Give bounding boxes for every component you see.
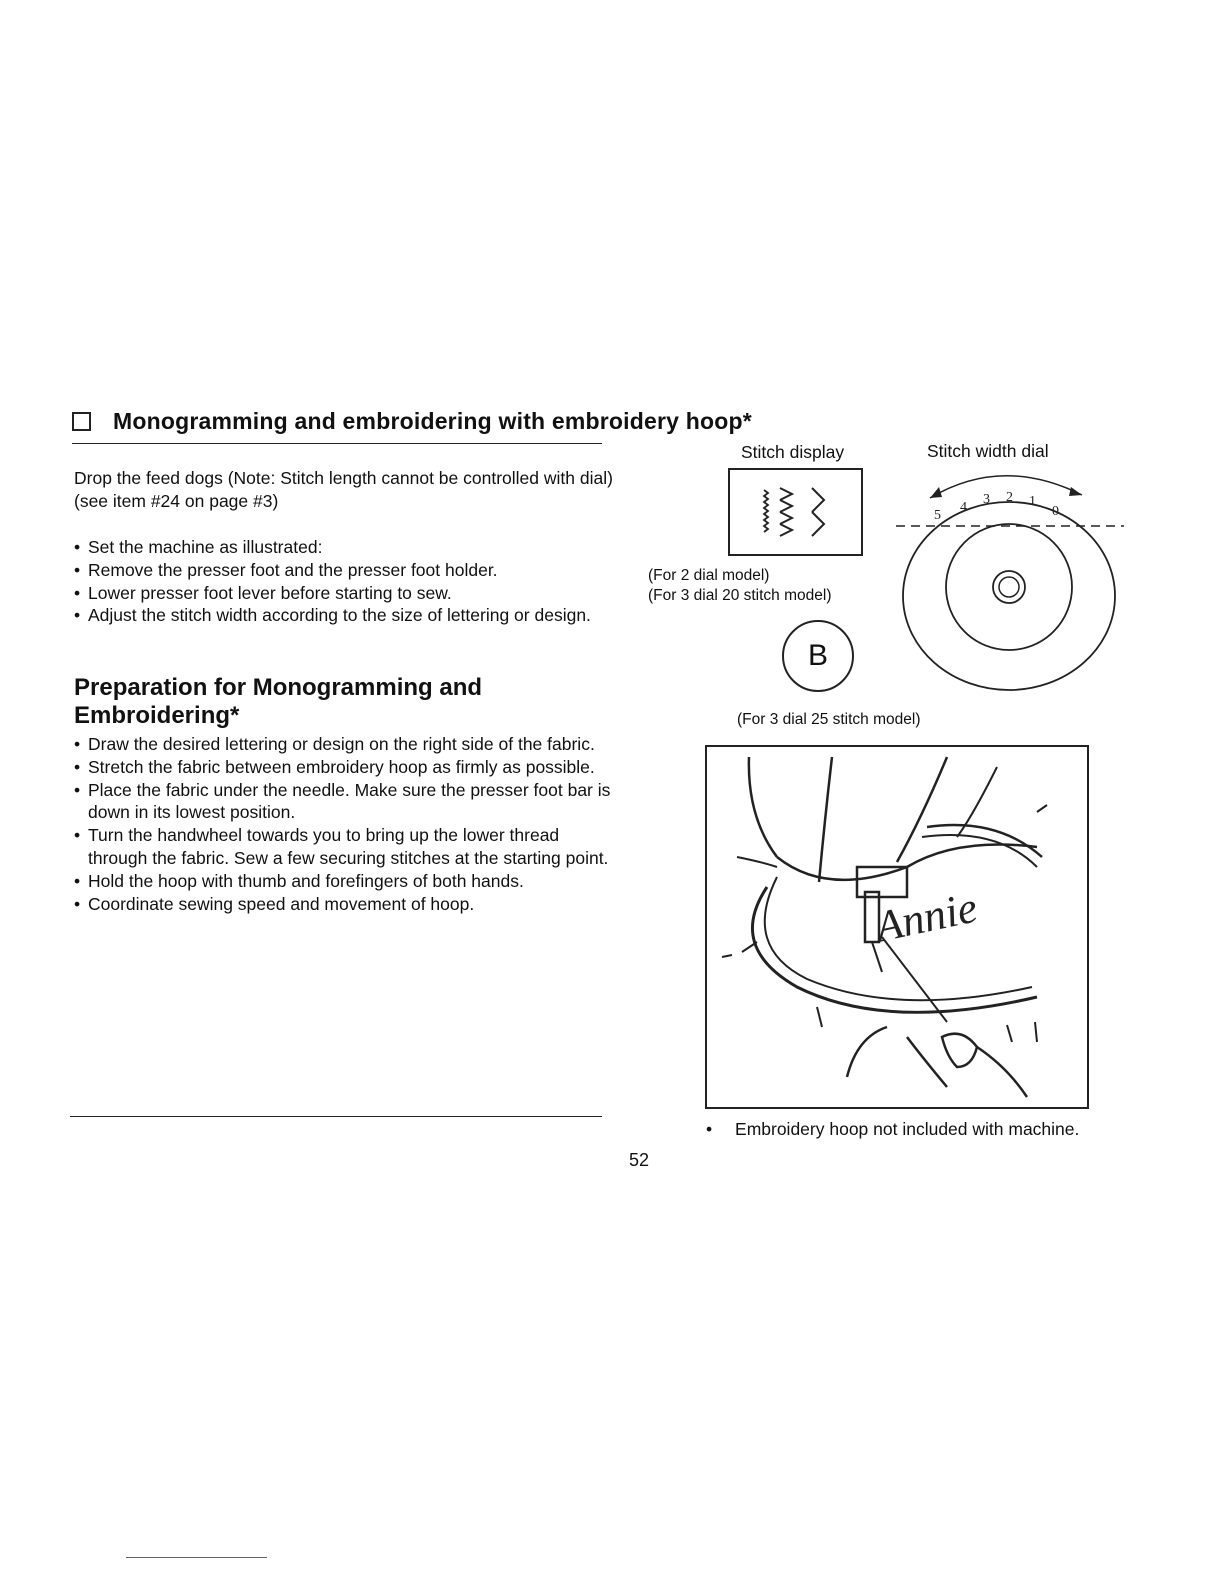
dial-number: 5 [934, 508, 941, 523]
page-number: 52 [629, 1150, 650, 1170]
bullet-icon: • [706, 1119, 713, 1139]
list-item: • Coordinate sewing speed and movement of hoop. [74, 893, 614, 916]
dial-number: 1 [1029, 494, 1036, 509]
dial-number: 2 [1006, 490, 1013, 505]
intro-line-2: (see item #24 on page #3) [74, 490, 279, 511]
pattern-b-letter: B [807, 639, 828, 672]
link-underline [126, 1557, 267, 1558]
model-3-dial-20-label: (For 3 dial 20 stitch model) [648, 587, 832, 604]
embroidery-text: Annie [870, 882, 982, 952]
list-item: • Turn the handwheel towards you to bring up the lower thread through the fabric. Sew a few securing stitches at the starting point. [74, 824, 614, 870]
list-item: • Place the fabric under the needle. Make sure the presser foot bar is down in its lowest position. [74, 779, 614, 825]
list-item: • Hold the hoop with thumb and forefingers of both hands. [74, 870, 614, 893]
model-2-dial-label: (For 2 dial model) [648, 567, 770, 584]
intro-line-1: Drop the feed dogs (Note: Stitch length cannot be controlled with dial) [74, 468, 613, 488]
stitch-width-dial-icon [892, 465, 1128, 695]
dial-number: 4 [960, 500, 967, 515]
model-3-dial-25-label: (For 3 dial 25 stitch model) [737, 711, 921, 728]
list-item: • Stretch the fabric between embroidery hoop as firmly as possible. [74, 756, 614, 779]
setup-list [74, 536, 614, 627]
stitch-width-dial-label: Stitch width dial [927, 441, 1049, 461]
list-item: • Draw the desired lettering or design on the right side of the fabric. [74, 733, 614, 756]
dial-number: 0 [1052, 504, 1059, 519]
list-item: • Remove the presser foot and the presser foot holder. [74, 559, 614, 582]
zigzag-stitch-icon [730, 470, 861, 554]
section-title-row [72, 408, 752, 435]
stitch-display-label: Stitch display [741, 442, 845, 462]
embroidery-illustration [705, 745, 1089, 1109]
list-item: • Adjust the stitch width according to the size of lettering or design. [74, 604, 614, 627]
stitch-display-box [728, 468, 863, 556]
hoop-note-text: Embroidery hoop not included with machine. [735, 1119, 1080, 1139]
preparation-list [74, 733, 614, 915]
pattern-b-selector-icon [782, 620, 854, 692]
intro-text [74, 467, 614, 513]
dial-number: 3 [983, 492, 990, 507]
list-item: • Lower presser foot lever before starting to sew. [74, 582, 614, 605]
page-title: Monogramming and embroidering with embroidery hoop* [113, 408, 752, 434]
embroidery-hoop-drawing [707, 747, 1087, 1107]
checkbox-icon [72, 412, 91, 431]
hoop-note [706, 1119, 1079, 1140]
title-underline [72, 443, 602, 444]
list-item: • Set the machine as illustrated: [74, 536, 614, 559]
preparation-heading: Preparation for Monogramming and Embroidering* [74, 674, 483, 729]
bottom-divider [70, 1116, 602, 1117]
